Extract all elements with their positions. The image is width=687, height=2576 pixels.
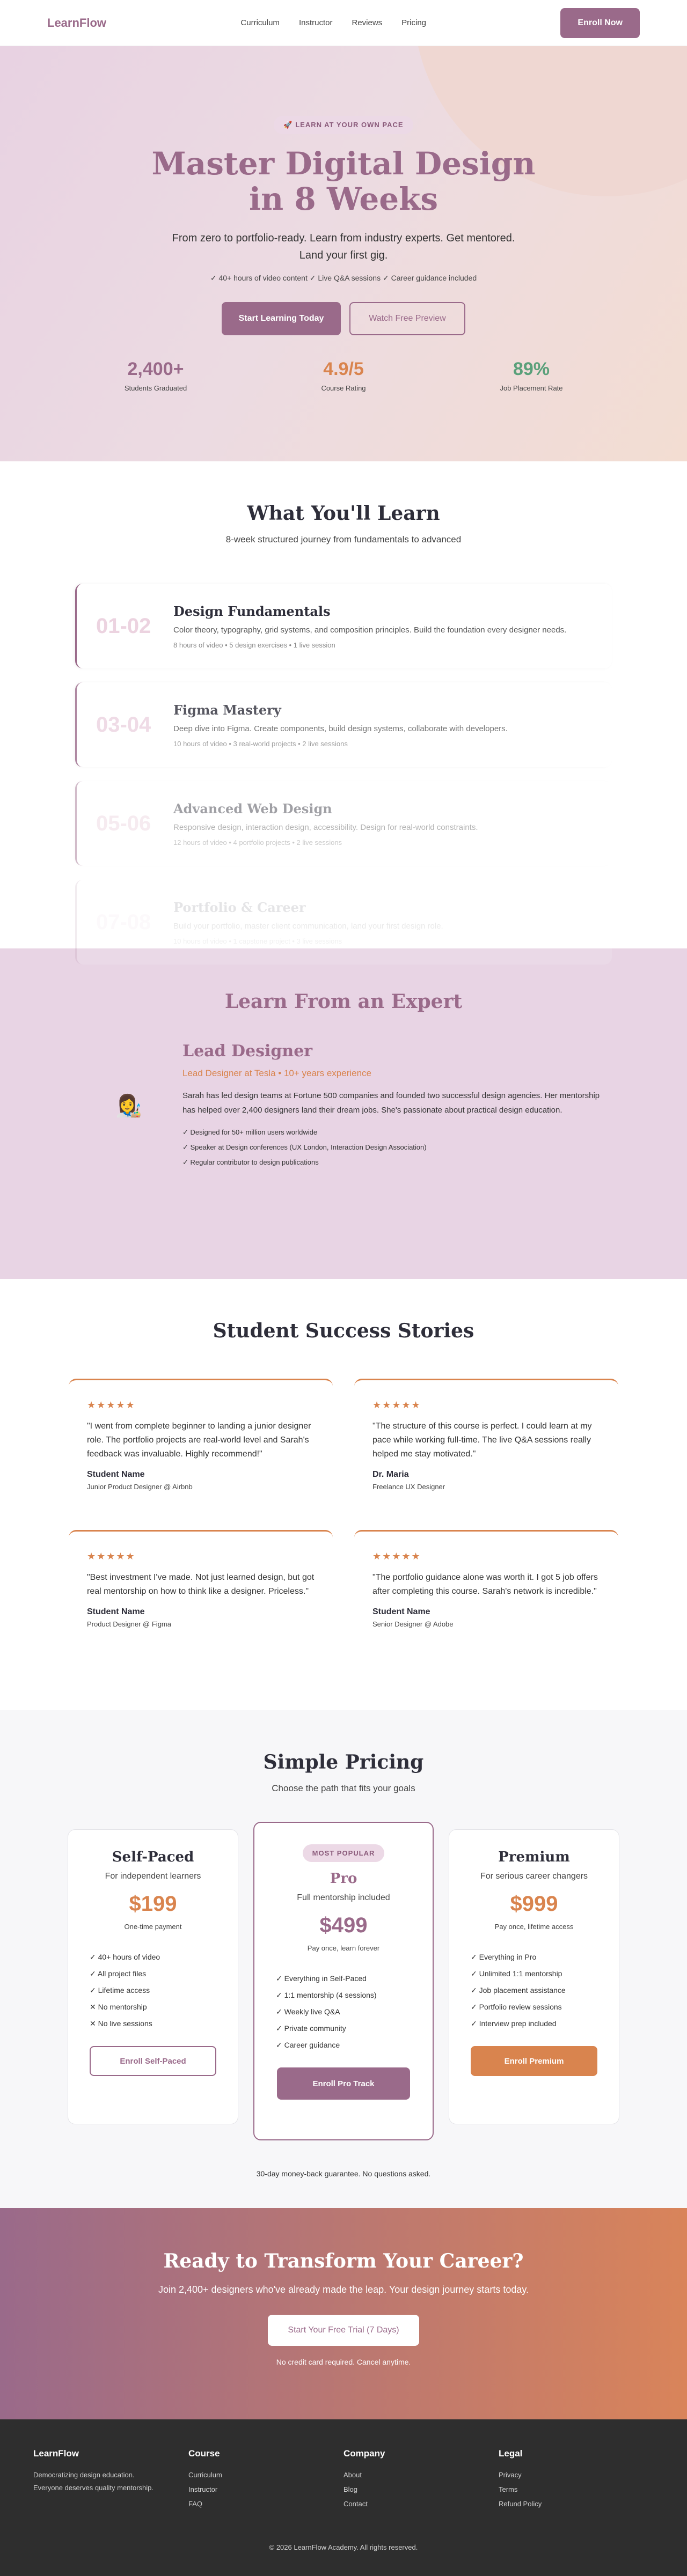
plan-note: Pay once, lifetime access bbox=[494, 1923, 574, 1931]
footer-copyright: © 2026 LearnFlow Academy. All rights reserved. bbox=[269, 2543, 418, 2551]
plan-feature: ✓ Portfolio review sessions bbox=[471, 2003, 562, 2011]
instructor-section-title: Learn From an Expert bbox=[224, 990, 463, 1013]
plan-feature: ✓ Everything in Pro bbox=[471, 1953, 537, 1961]
logo[interactable]: LearnFlow bbox=[47, 16, 107, 30]
stat-students bbox=[113, 359, 199, 392]
curriculum-title: What You'll Learn bbox=[247, 502, 440, 525]
footer-column-course bbox=[188, 2448, 344, 2508]
module-number: 01-02 bbox=[96, 614, 151, 638]
plan-name: Pro bbox=[330, 1871, 357, 1887]
testimonial-quote: "Best investment I've made. Not just learned design, but got real mentorship on how to think like a designer. Priceless." bbox=[87, 1573, 315, 1596]
footer-link-instructor[interactable]: Instructor bbox=[188, 2485, 218, 2493]
hero-badge: 🚀 LEARN AT YOUR OWN PACE bbox=[274, 116, 413, 134]
enroll-pro-button[interactable]: Enroll Pro Track bbox=[277, 2067, 410, 2100]
pricing-title: Simple Pricing bbox=[263, 1751, 424, 1773]
footer-tagline bbox=[33, 2469, 188, 2494]
footer-link-contact[interactable]: Contact bbox=[344, 2500, 368, 2508]
testimonial-author: Student Name bbox=[87, 1470, 145, 1479]
stat-rating bbox=[301, 359, 386, 392]
stat-label: Course Rating bbox=[321, 384, 366, 392]
hero-stats bbox=[0, 359, 687, 392]
plan-price: $199 bbox=[129, 1892, 177, 1916]
star-rating-icon: ★★★★★ bbox=[87, 1400, 136, 1410]
plan-feature: ✓ Interview prep included bbox=[471, 2019, 557, 2028]
plan-feature: ✓ Weekly live Q&A bbox=[276, 2007, 340, 2016]
footer-column-title: Company bbox=[344, 2448, 385, 2459]
plan-feature: ✓ Job placement assistance bbox=[471, 1986, 566, 1994]
testimonial-card bbox=[69, 1530, 333, 1659]
footer-link-privacy[interactable]: Privacy bbox=[499, 2471, 522, 2479]
plan-name: Premium bbox=[498, 1849, 570, 1865]
plan-features bbox=[276, 1970, 411, 2054]
nav-links bbox=[240, 18, 426, 27]
testimonial-quote: "The structure of this course is perfect. I could learn at my pace while working full-time. The live Q&A sessions really helped me stay motivated." bbox=[372, 1422, 592, 1459]
plan-note: One-time payment bbox=[124, 1923, 182, 1931]
start-learning-button[interactable]: Start Learning Today bbox=[222, 302, 341, 335]
plan-tagline: For independent learners bbox=[105, 1872, 201, 1881]
testimonials-section bbox=[0, 1279, 687, 1710]
hero-title bbox=[0, 146, 687, 217]
plan-feature: ✓ 40+ hours of video bbox=[90, 1953, 160, 1961]
footer-link-faq[interactable]: FAQ bbox=[188, 2500, 203, 2508]
module-description: Responsive design, interaction design, accessibility. Design for real-world constraints. bbox=[173, 822, 478, 832]
plan-price: $499 bbox=[319, 1913, 368, 1937]
hero-subtitle-line-2: Land your first gig. bbox=[299, 249, 388, 261]
testimonial-author: Dr. Maria bbox=[372, 1470, 409, 1479]
free-trial-button[interactable]: Start Your Free Trial (7 Days) bbox=[268, 2315, 419, 2346]
testimonial-card bbox=[69, 1379, 333, 1507]
plan-feature: ✓ Lifetime access bbox=[90, 1986, 150, 1994]
hero-title-line-2: in 8 Weeks bbox=[249, 181, 438, 217]
footer-tagline-line-2: Everyone deserves quality mentorship. bbox=[33, 2484, 154, 2492]
nav-link-instructor[interactable]: Instructor bbox=[298, 18, 333, 27]
module-card[interactable] bbox=[75, 880, 612, 965]
cta-title: Ready to Transform Your Career? bbox=[163, 2250, 524, 2272]
enroll-now-button[interactable]: Enroll Now bbox=[560, 8, 640, 38]
footer-column-company bbox=[344, 2448, 499, 2508]
stat-placement bbox=[488, 359, 574, 392]
plan-card-pro bbox=[253, 1822, 434, 2140]
plan-price: $999 bbox=[510, 1892, 558, 1916]
instructor-bio: Sarah has led design teams at Fortune 500 companies and founded two successful design agencies. Her mentorship has helped over 2,400 designers land their dream jobs. She's passionate about practical design education. bbox=[182, 1091, 600, 1115]
stat-value: 2,400+ bbox=[127, 359, 184, 379]
footer-column-title: Legal bbox=[499, 2448, 523, 2459]
testimonials-title: Student Success Stories bbox=[213, 1320, 474, 1342]
top-nav bbox=[0, 0, 687, 46]
cta-subtitle: Join 2,400+ designers who've already made the leap. Your design journey starts today. bbox=[158, 2284, 529, 2295]
credential-item: ✓ Regular contributor to design publications bbox=[182, 1158, 319, 1166]
instructor-role: Lead Designer at Tesla • 10+ years experience bbox=[182, 1068, 371, 1078]
nav-link-pricing[interactable]: Pricing bbox=[401, 18, 427, 27]
credential-item: ✓ Speaker at Design conferences (UX London, Interaction Design Association) bbox=[182, 1143, 427, 1151]
plan-features bbox=[90, 1949, 216, 2032]
module-title: Advanced Web Design bbox=[173, 800, 332, 816]
enroll-premium-button[interactable]: Enroll Premium bbox=[471, 2046, 597, 2076]
watch-preview-button[interactable]: Watch Free Preview bbox=[349, 302, 465, 335]
testimonial-author-role: Product Designer @ Figma bbox=[87, 1620, 171, 1628]
star-rating-icon: ★★★★★ bbox=[87, 1551, 136, 1562]
module-number: 05-06 bbox=[96, 811, 151, 835]
module-card[interactable] bbox=[75, 682, 612, 767]
footer-link-curriculum[interactable]: Curriculum bbox=[188, 2471, 222, 2479]
plan-feature: ✕ No live sessions bbox=[90, 2019, 152, 2028]
cta-note: No credit card required. Cancel anytime. bbox=[276, 2358, 411, 2366]
money-back-guarantee: 30-day money-back guarantee. No questions asked. bbox=[256, 2169, 431, 2178]
plan-tagline: Full mentorship included bbox=[297, 1893, 390, 1902]
footer-brand: LearnFlow bbox=[33, 2448, 79, 2459]
most-popular-badge: MOST POPULAR bbox=[303, 1844, 385, 1862]
instructor-avatar-icon: 👩‍🎨 bbox=[115, 1094, 142, 1118]
module-title: Portfolio & Career bbox=[173, 899, 306, 915]
module-description: Deep dive into Figma. Create components, build design systems, collaborate with developers. bbox=[173, 724, 508, 733]
footer-link-blog[interactable]: Blog bbox=[344, 2485, 358, 2493]
hero-section bbox=[0, 46, 687, 461]
module-meta: 8 hours of video • 5 design exercises • 1 live session bbox=[173, 641, 335, 649]
stat-value: 89% bbox=[513, 359, 550, 379]
module-list bbox=[75, 584, 612, 965]
footer-link-about[interactable]: About bbox=[344, 2471, 362, 2479]
cta-section bbox=[0, 2208, 687, 2419]
plan-name: Self-Paced bbox=[112, 1849, 194, 1865]
stat-label: Students Graduated bbox=[124, 384, 187, 392]
module-number: 07-08 bbox=[96, 910, 151, 934]
testimonial-author: Student Name bbox=[87, 1607, 145, 1616]
module-description: Build your portfolio, master client communication, land your first design role. bbox=[173, 921, 443, 931]
module-meta: 12 hours of video • 4 portfolio projects • 2 live sessions bbox=[173, 838, 342, 847]
module-number: 03-04 bbox=[96, 712, 151, 737]
curriculum-section bbox=[0, 461, 687, 948]
hero-subtitle bbox=[0, 230, 687, 264]
testimonial-author-role: Junior Product Designer @ Airbnb bbox=[87, 1483, 193, 1491]
footer-tagline-line-1: Democratizing design education. bbox=[33, 2471, 135, 2479]
testimonial-author-role: Senior Designer @ Adobe bbox=[372, 1620, 454, 1628]
plan-feature: ✓ Unlimited 1:1 mentorship bbox=[471, 1969, 562, 1978]
plan-card-self-paced bbox=[68, 1829, 238, 2124]
star-rating-icon: ★★★★★ bbox=[372, 1400, 421, 1410]
module-meta: 10 hours of video • 3 real-world projects • 2 live sessions bbox=[173, 739, 348, 748]
nav-link-reviews[interactable]: Reviews bbox=[352, 18, 383, 27]
enroll-self-paced-button[interactable]: Enroll Self-Paced bbox=[90, 2046, 216, 2076]
star-rating-icon: ★★★★★ bbox=[372, 1551, 421, 1562]
testimonial-author: Student Name bbox=[372, 1607, 430, 1616]
pricing-section bbox=[0, 1710, 687, 2208]
footer-link-terms[interactable]: Terms bbox=[499, 2485, 518, 2493]
hero-subtitle-line-1: From zero to portfolio-ready. Learn from industry experts. Get mentored. bbox=[172, 232, 515, 244]
footer-column-title: Course bbox=[188, 2448, 220, 2459]
plan-feature: ✓ 1:1 mentorship (4 sessions) bbox=[276, 1991, 377, 1999]
module-title: Design Fundamentals bbox=[173, 603, 331, 619]
testimonial-card bbox=[354, 1379, 618, 1507]
plan-feature: ✕ No mentorship bbox=[90, 2003, 147, 2011]
module-description: Color theory, typography, grid systems, and composition principles. Build the foundation every designer needs. bbox=[173, 625, 567, 635]
testimonial-card bbox=[354, 1530, 618, 1659]
instructor-name: Lead Designer bbox=[182, 1042, 313, 1061]
module-title: Figma Mastery bbox=[173, 702, 281, 718]
stat-value: 4.9/5 bbox=[323, 359, 364, 379]
credential-item: ✓ Designed for 50+ million users worldwide bbox=[182, 1128, 318, 1136]
footer-brand-column bbox=[33, 2448, 188, 2508]
testimonial-quote: "The portfolio guidance alone was worth it. I got 5 job offers after completing this course. Sarah's network is incredible." bbox=[372, 1573, 598, 1596]
plan-feature: ✓ Private community bbox=[276, 2024, 346, 2033]
plan-feature: ✓ All project files bbox=[90, 1969, 147, 1978]
plan-features bbox=[471, 1949, 597, 2032]
nav-link-curriculum[interactable]: Curriculum bbox=[240, 18, 280, 27]
stat-label: Job Placement Rate bbox=[500, 384, 563, 392]
plan-note: Pay once, learn forever bbox=[307, 1944, 380, 1952]
pricing-subtitle: Choose the path that fits your goals bbox=[272, 1783, 415, 1793]
footer-column-legal bbox=[499, 2448, 654, 2508]
curriculum-subtitle: 8-week structured journey from fundamentals to advanced bbox=[225, 534, 462, 544]
footer-link-refund-policy[interactable]: Refund Policy bbox=[499, 2500, 542, 2508]
plan-feature: ✓ Everything in Self-Paced bbox=[276, 1974, 367, 1983]
instructor-credentials bbox=[182, 1125, 612, 1170]
module-card[interactable] bbox=[75, 781, 612, 866]
plan-card-premium bbox=[449, 1829, 619, 2124]
instructor-section bbox=[0, 948, 687, 1279]
hero-features: ✓ 40+ hours of video content ✓ Live Q&A sessions ✓ Career guidance included bbox=[210, 274, 477, 282]
testimonial-author-role: Freelance UX Designer bbox=[372, 1483, 445, 1491]
plan-feature: ✓ Career guidance bbox=[276, 2041, 340, 2049]
footer bbox=[0, 2419, 687, 2576]
module-card[interactable] bbox=[75, 584, 612, 668]
hero-title-line-1: Master Digital Design bbox=[151, 145, 536, 182]
module-meta: 10 hours of video • 1 capstone project • 3 live sessions bbox=[173, 937, 342, 945]
plan-tagline: For serious career changers bbox=[480, 1872, 588, 1881]
testimonial-quote: "I went from complete beginner to landing a junior designer role. The portfolio projects are real-world level and Sarah's feedback was invaluable. Highly recommend!" bbox=[87, 1422, 311, 1459]
